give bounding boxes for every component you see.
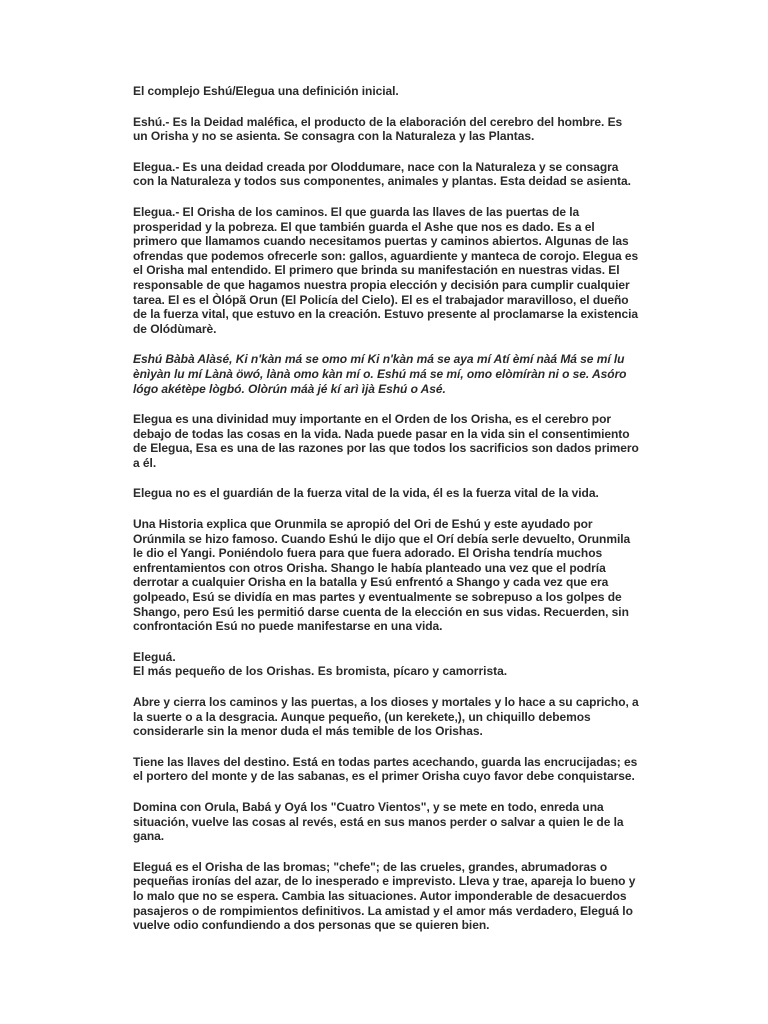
paragraph-abre-cierra: Abre y cierra los caminos y las puertas, a los dioses y mortales y lo hace a su capricho, a la suerte o a la desgracia. Aunque pequeño, (un kerekete,), un chiquillo debemos considerarle sin la menor duda el más temible de los Orishas. (133, 695, 639, 739)
paragraph-fuerza-vital: Elegua no es el guardián de la fuerza vital de la vida, él es la fuerza vital de la vida. (133, 486, 599, 501)
paragraph-elegua-divinidad: Elegua es una divinidad muy importante en el Orden de los Orisha, es el cerebro por debajo de todas las cosas en la vida. Nada puede pasar en la vida sin el consentimiento de Elegua, Esa es una de las razones por las que todos los sacrificios son dados primero a él. (133, 412, 639, 470)
paragraph-bromas: Eleguá es el Orisha de las bromas; "chefe"; de las crueles, grandes, abrumadoras o pequeñas ironías del azar, de lo inesperado e imprevisto. Lleva y trae, apareja lo bueno y lo malo que no se espera. Cambia las situaciones. Autor imponderable de desacuerdos pasajeros o de rompimientos definitivos. La amistad y el amor más verdadero, Eleguá lo vuelve odio confundiendo a dos personas que se quieren bien. (133, 859, 636, 933)
paragraph-group-eleggua (133, 650, 639, 679)
paragraph-llaves-destino: Tiene las llaves del destino. Está en todas partes acechando, guarda las encrucijadas; es el portero del monte y de las sabanas, es el primer Orisha cuyo favor debe conquistarse. (133, 754, 638, 784)
paragraph-historia: Una Historia explica que Orunmila se apropió del Ori de Eshú y este ayudado por Orúnmila se hizo famoso. Cuando Eshú le dijo que el Orí debía serle devuelto, Orunmila le dio el Yangi. Poniéndolo fuera para que fuera adorado. El Orisha tendría muchos enfrentamientos con otros Orisha. Shango le había planteado una vez que el podría derrotar a cualquier Orisha en la batalla y Esú enfrentó a Shango y cada vez que era golpeado, Esú se dividía en mas partes y eventualmente se sobrepuso a los golpes de Shango, pero Esú les permitió darse cuenta de la elección en sus vidas. Recuerden, sin confrontación Esú no puede manifestarse en una vida. (133, 517, 631, 634)
document-page (133, 84, 639, 949)
paragraph-yoruba-prayer: Eshú Bàbà Alàsé, Ki n'kàn má se omo mí Ki n'kàn má se aya mí Atí èmí nàá Má se mí lu ènìyàn lu mí Lànà öwó, lànà omo kàn mí o. Eshú má se mí, omo elòmíràn ni o se. Asóro lógo akétèpe lògbó. Olòrún máà jé kí arì ìjà Eshú o Asé. (133, 352, 627, 396)
paragraph-eshu-definition: Eshú.- Es la Deidad maléfica, el producto de la elaboración del cerebro del hombre. Es un Orisha y no se asienta. Se consagra con la Naturaleza y las Plantas. (133, 114, 623, 144)
paragraph-elegua-definition: Elegua.- Es una deidad creada por Oloddumare, nace con la Naturaleza y se consagra con la Naturaleza y todos sus componentes, animales y plantas. Esta deidad se asienta. (133, 159, 631, 189)
document-title: El complejo Eshú/Elegua una definición inicial. (133, 84, 399, 98)
paragraph-eleggua-heading: Eleguá. (133, 649, 176, 664)
paragraph-eleggua-description: El más pequeño de los Orishas. Es bromista, pícaro y camorrista. (133, 664, 508, 679)
paragraph-cuatro-vientos: Domina con Orula, Babá y Oyá los "Cuatro Vientos", y se mete en todo, enreda una situación, vuelve las cosas al revés, está en sus manos perder o salvar a quien le de la gana. (133, 799, 624, 844)
paragraph-elegua-caminos: Elegua.- El Orisha de los caminos. El que guarda las llaves de las puertas de la prosperidad y la pobreza. El que también guarda el Ashe que nos es dado. Es a el primero que llamamos cuando necesitamos puertas y caminos abiertos. Algunas de las ofrendas que podemos ofrecerle son: gallos, aguardiente y manteca de corojo. Elegua es el Orisha mal entendido. El primero que brinda su manifestación en nuestras vidas. El responsable de que hagamos nuestra propia elección y decisión para cumplir cualquier tarea. El es el Òlópã Orun (El Policía del Cielo). El es el trabajador maravilloso, el dueño de la fuerza vital, que estuvo en la creación. Estuvo presente al proclamarse la existencia de Olódùmarè. (133, 204, 639, 336)
